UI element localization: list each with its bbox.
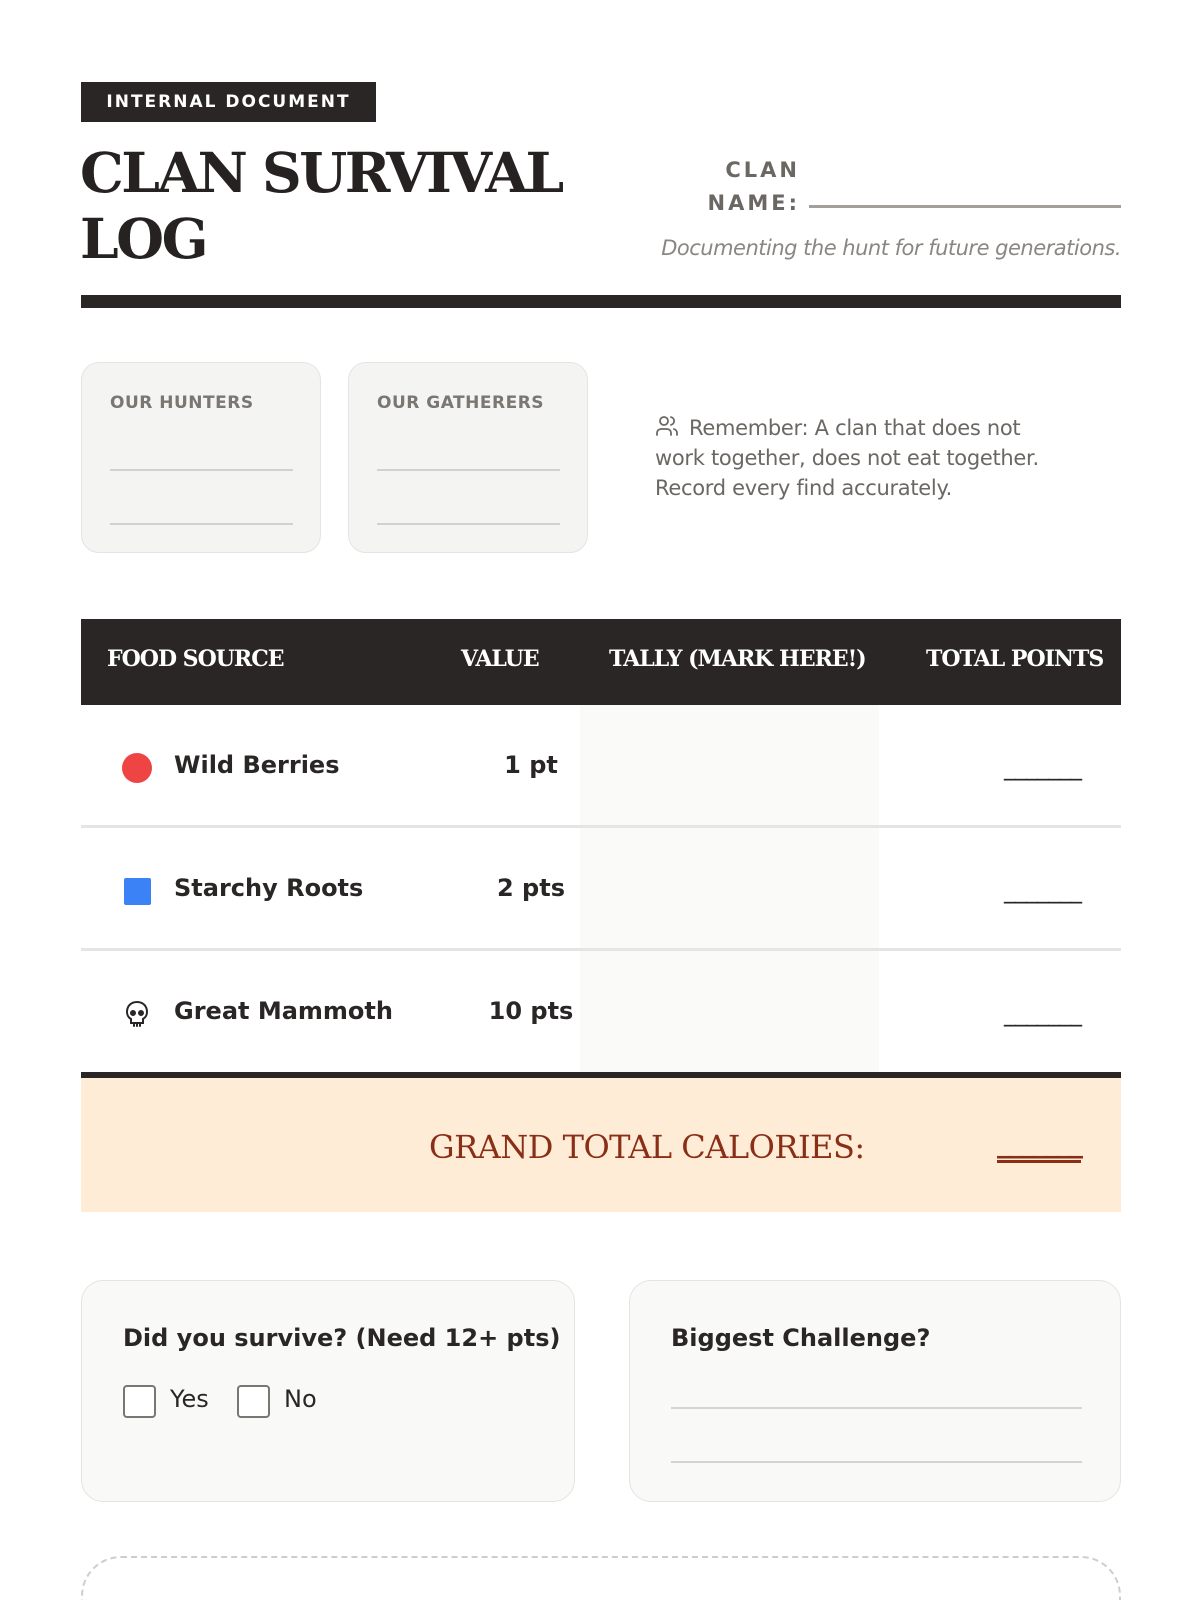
no-checkbox[interactable] [237,1385,270,1418]
hunters-line-2[interactable] [110,523,293,525]
food-name: Wild Berries [174,751,340,779]
tagline: Documenting the hunt for future generations. [661,236,1121,260]
notes-box[interactable] [81,1556,1121,1600]
yes-checkbox[interactable] [123,1385,156,1418]
skull-icon [121,998,153,1030]
users-icon [655,414,679,438]
survival-card [81,1280,575,1502]
gatherers-label: OUR GATHERERS [377,393,545,413]
challenge-line-2[interactable] [671,1461,1082,1463]
total-points-field[interactable]: _______ [1004,999,1081,1027]
table-row [81,705,1121,828]
reminder-text: Remember: A clan that does not work together, does not eat together. Record every find accurately. [655,416,1039,500]
food-value: 2 pts [497,874,565,902]
gatherers-line-2[interactable] [377,523,560,525]
clan-name-label: CLAN NAME: [707,158,800,215]
col-value: VALUE [461,646,539,672]
grand-total-field[interactable]: _______ [997,1126,1081,1163]
table-header [81,619,1121,705]
food-name: Great Mammoth [174,997,393,1025]
red-circle-icon [121,752,153,784]
food-name: Starchy Roots [174,874,364,902]
yes-label: Yes [170,1385,209,1413]
gatherers-line-1[interactable] [377,469,560,471]
reminder-note [655,413,1075,503]
header-divider [81,295,1121,308]
total-points-field[interactable]: _______ [1004,753,1081,781]
hunters-card [81,362,321,553]
grand-total-bar [81,1078,1121,1212]
no-label: No [284,1385,317,1413]
challenge-question: Biggest Challenge? [671,1324,931,1352]
col-total-points: TOTAL POINTS [926,646,1104,672]
challenge-card [629,1280,1121,1502]
total-points-field[interactable]: _______ [1004,876,1081,904]
hunters-label: OUR HUNTERS [110,393,254,413]
food-value: 1 pt [504,751,558,779]
clan-name-field[interactable] [809,205,1121,208]
survival-question: Did you survive? (Need 12+ pts) [123,1324,561,1352]
page-title: CLAN SURVIVAL LOG [80,140,562,271]
col-food-source: FOOD SOURCE [107,646,284,672]
col-tally: TALLY (MARK HERE!) [609,646,866,672]
gatherers-card [348,362,588,553]
table-row [81,951,1121,1074]
hunters-line-1[interactable] [110,469,293,471]
blue-square-icon [121,875,153,907]
grand-total-label: GRAND TOTAL CALORIES: [429,1128,865,1166]
food-value: 10 pts [488,997,574,1025]
challenge-line-1[interactable] [671,1407,1082,1409]
table-row [81,828,1121,951]
document-badge: INTERNAL DOCUMENT [81,82,376,122]
